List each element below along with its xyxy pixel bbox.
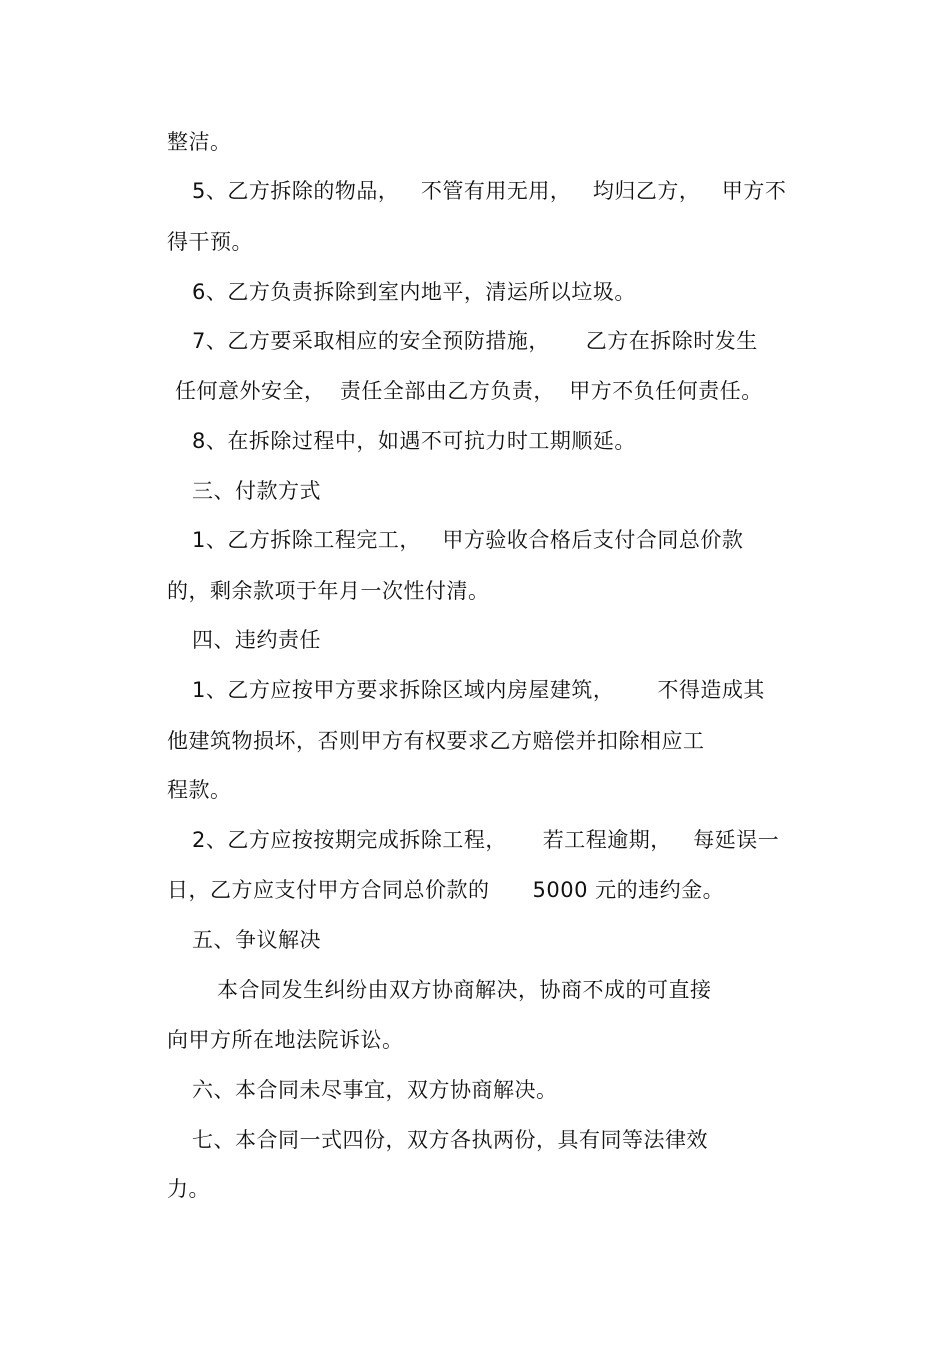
text-line: 整洁。 [167,130,232,154]
text-line: 任何意外安全， 责任全部由乙方负责， 甲方不负任何责任。 [175,379,763,403]
text-line: 7、乙方要采取相应的安全预防措施， 乙方在拆除时发生 [192,329,758,353]
section-heading: 七、本合同一式四份，双方各执两份，具有同等法律效 [192,1128,708,1152]
text-line: 2、乙方应按按期完成拆除工程， 若工程逾期， 每延误一 [192,828,780,852]
section-heading: 五、争议解决 [192,928,321,952]
section-heading: 三、付款方式 [192,479,321,503]
text-line: 得干预。 [167,230,253,254]
text-line: 6、乙方负责拆除到室内地平，清运所以垃圾。 [192,280,636,304]
text-line: 5、乙方拆除的物品， 不管有用无用， 均归乙方， 甲方不 [192,179,787,203]
text-line: 力。 [167,1177,210,1201]
text-line: 的，剩余款项于年月一次性付清。 [167,579,490,603]
text-line: 日，乙方应支付甲方合同总价款的 5000 元的违约金。 [167,878,725,902]
text-line: 1、乙方应按甲方要求拆除区域内房屋建筑， 不得造成其 [192,678,765,702]
text-line: 本合同发生纠纷由双方协商解决，协商不成的可直接 [217,978,712,1002]
text-line: 他建筑物损坏，否则甲方有权要求乙方赔偿并扣除相应工 [167,729,705,753]
text-line: 1、乙方拆除工程完工， 甲方验收合格后支付合同总价款 [192,528,744,552]
section-heading: 四、违约责任 [192,628,321,652]
text-line: 8、在拆除过程中，如遇不可抗力时工期顺延。 [192,429,636,453]
text-line: 程款。 [167,778,232,802]
text-line: 向甲方所在地法院诉讼。 [167,1028,404,1052]
section-heading: 六、本合同未尽事宜，双方协商解决。 [192,1078,558,1102]
